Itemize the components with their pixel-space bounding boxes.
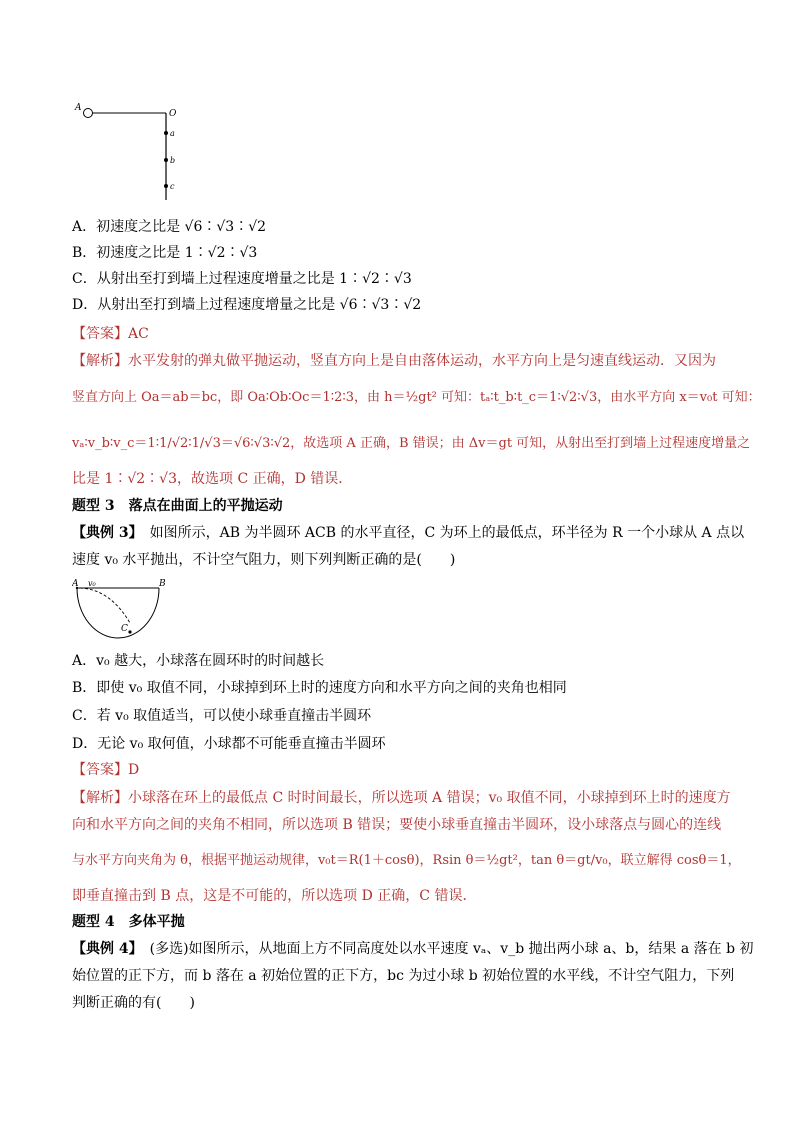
analysis-tag: 【解析】 xyxy=(72,790,128,806)
trajectory-dashed xyxy=(80,588,130,623)
analysis-text: 小球落在环上的最低点 C 时时间最长，所以选项 A 错误；v₀ 取值不同，小球掉到环上时的速度方 xyxy=(128,790,731,806)
example-tag: 【典例 4】 xyxy=(72,941,136,957)
type4-stem-line-2: 始位置的正下方，而 b 落在 a 初始位置的正下方，bc 为过小球 b 初始位置的水平线，不计空气阻力，下列 xyxy=(72,968,735,984)
example-tag: 【典例 3】 xyxy=(72,525,136,541)
q2-answer xyxy=(72,325,149,343)
semicircle-arc xyxy=(77,588,159,638)
label-O: O xyxy=(169,109,177,119)
type3-option-b: B．即使 v₀ 取值不同，小球掉到环上时的速度方向和水平方向之间的夹角也相同 xyxy=(72,680,567,696)
analysis-tag: 【解析】 xyxy=(72,353,128,369)
type3-option-a: A．v₀ 越大，小球落在圆环时的时间越长 xyxy=(72,653,325,669)
type3-analysis-line-2: 向和水平方向之间的夹角不相同，所以选项 B 错误；要使小球垂直撞击半圆环，设小球落点与圆心的连线 xyxy=(72,817,722,833)
point-c-dot xyxy=(128,630,131,633)
label-A: A xyxy=(75,103,82,113)
analysis-text: 水平发射的弹丸做平抛运动，竖直方向上是自由落体运动，水平方向上是匀速直线运动．又因为 xyxy=(128,353,716,369)
label-b: b xyxy=(170,156,176,165)
q2-option-d: D．从射出至打到墙上过程速度增量之比是 √6∶√3∶√2 xyxy=(72,297,422,313)
point-b xyxy=(164,158,168,162)
type3-stem-line-1 xyxy=(72,524,744,542)
label-B: B xyxy=(159,579,166,589)
point-c xyxy=(164,184,168,188)
stem-text: (多选)如图所示，从地面上方不同高度处以水平速度 vₐ、v_b 抛出两小球 a、b，结果 a 落在 b 初 xyxy=(149,941,754,957)
figure-wall-diagram xyxy=(72,96,192,206)
type3-answer xyxy=(72,761,139,779)
q2-analysis-line-4: 比是 1∶√2∶√3，故选项 C 正确，D 错误． xyxy=(72,471,353,487)
answer-tag: 【答案】 xyxy=(72,326,128,342)
q2-option-b: B．初速度之比是 1∶√2∶√3 xyxy=(72,245,258,261)
q2-option-a: A．初速度之比是 √6∶√3∶√2 xyxy=(72,219,267,235)
label-C: C xyxy=(121,624,128,634)
type3-heading: 题型 3 落点在曲面上的平抛运动 xyxy=(72,498,283,514)
type3-stem-line-2: 速度 v₀ 水平抛出，不计空气阻力，则下列判断正确的是( ) xyxy=(72,552,456,568)
stem-text: 如图所示，AB 为半圆环 ACB 的水平直径，C 为环上的最低点，环半径为 R 一个小球从 A 点以 xyxy=(149,525,745,541)
type3-option-c: C．若 v₀ 取值适当，可以使小球垂直撞击半圆环 xyxy=(72,708,372,724)
type3-analysis-line-3: 与水平方向夹角为 θ，根据平抛运动规律，v₀t＝R(1＋cosθ)，Rsin θ＝½gt²，tan θ＝gt/v₀，联立解得 cosθ＝1， xyxy=(72,853,741,868)
figure-semicircle-diagram xyxy=(72,577,182,647)
type3-option-d: D．无论 v₀ 取何值，小球都不可能垂直撞击半圆环 xyxy=(72,736,386,752)
q2-analysis-line-2: 竖直方向上 Oa＝ab＝bc，即 Oa∶Ob∶Oc＝1∶2∶3，由 h＝½gt² 可知：tₐ∶t_b∶t_c＝1∶√2∶√3，由水平方向 x＝v₀t 可知： xyxy=(72,390,761,405)
answer-tag: 【答案】 xyxy=(72,762,128,778)
answer-value: D xyxy=(128,762,140,778)
type4-stem-line-3: 判断正确的有( ) xyxy=(72,995,195,1011)
label-a: a xyxy=(170,129,175,138)
label-v0: v₀ xyxy=(88,579,96,588)
type3-analysis-line-4: 即垂直撞击到 B 点，这是不可能的，所以选项 D 正确，C 错误． xyxy=(72,888,477,904)
type4-stem-line-1 xyxy=(72,940,754,958)
q2-analysis-line-3: vₐ∶v_b∶v_c＝1∶1/√2∶1/√3＝√6∶√3∶√2，故选项 A 正确，B 错误；由 Δv＝gt 可知，从射出至打到墙上过程速度增量之 xyxy=(72,436,751,451)
label-c: c xyxy=(170,182,175,191)
q2-option-c: C．从射出至打到墙上过程速度增量之比是 1∶√2∶√3 xyxy=(72,271,412,287)
point-a xyxy=(164,131,168,135)
type3-analysis-line-1 xyxy=(72,789,731,807)
type4-heading: 题型 4 多体平抛 xyxy=(72,914,185,930)
q2-analysis-line-1 xyxy=(72,352,716,370)
launch-point-circle xyxy=(84,109,93,118)
label-A: A xyxy=(72,579,79,589)
answer-value: AC xyxy=(128,326,149,342)
